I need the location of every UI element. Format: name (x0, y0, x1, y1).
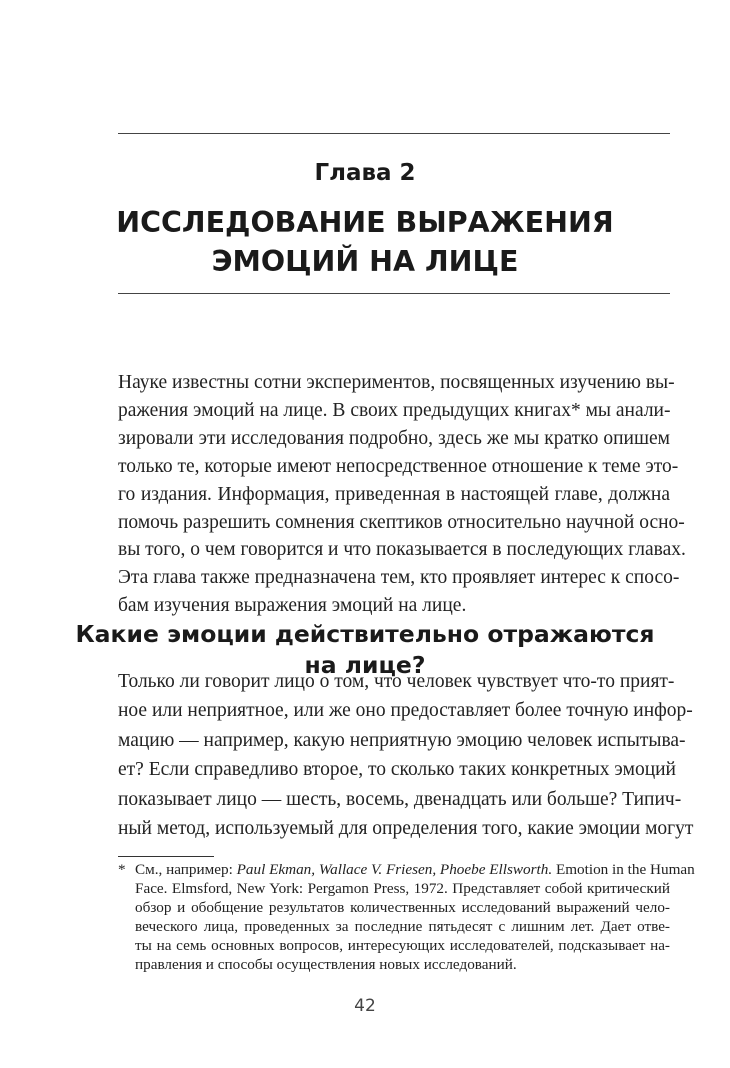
text-line: только те, которые имеют непосредственное отношение к теме это- (118, 455, 679, 477)
text-line: обзор и обобщение результатов количественных исследований выражений чело- (135, 899, 670, 916)
intro-paragraph (118, 369, 686, 620)
text-line: Эта глава также предназначена тем, кто проявляет интерес к спосо- (118, 567, 680, 589)
chapter-title-line: ЭМОЦИЙ НА ЛИЦЕ (211, 245, 519, 278)
section-heading-line: Какие эмоции действительно отражаются (75, 620, 655, 648)
footnote (118, 860, 695, 974)
text-line: ное или неприятное, или же оно предоставляет более точную инфор- (118, 700, 693, 722)
text-line: ный метод, используемый для определения того, какие эмоции могут (118, 818, 694, 840)
text-line: правления и способы осуществления новых исследований. (135, 956, 517, 973)
top-rule (118, 133, 670, 134)
footnote-rule (118, 856, 214, 857)
bottom-rule (118, 293, 670, 294)
text-line (118, 860, 695, 879)
text-line: мацию — например, какую неприятную эмоцию человек испытыва- (118, 729, 686, 751)
chapter-label: Глава 2 (314, 160, 416, 186)
footnote-authors: Paul Ekman, Wallace V. Friesen, Phoebe Ellsworth. (236, 861, 553, 878)
footnote-marker: * (118, 861, 126, 878)
footnote-prefix: См., например: (135, 861, 237, 878)
text-line: бам изучения выражения эмоций на лице. (118, 595, 467, 617)
text-line: го издания. Информация, приведенная в настоящей главе, должна (118, 483, 670, 505)
text-line: ты на семь основных вопросов, интересующих исследователей, подсказывает на- (135, 937, 670, 954)
text-line: Науке известны сотни экспериментов, посвященных изучению вы- (118, 372, 675, 393)
text-line: ражения эмоций на лице. В своих предыдущих книгах* мы анали- (118, 399, 671, 421)
text-line: вы того, о чем говорится и что показывается в последующих главах. (118, 539, 686, 561)
footnote-title: Emotion in the Human (552, 861, 695, 878)
text-line: показывает лицо — шесть, восемь, двенадцать или больше? Типич- (118, 788, 682, 810)
text-line: ет? Если справедливо второе, то сколько таких конкретных эмоций (118, 759, 676, 781)
text-line: помочь разрешить сомнения скептиков относительно научной осно- (118, 511, 685, 533)
page-number: 42 (354, 996, 376, 1016)
text-line: зировали эти исследования подробно, здесь же мы кратко опишем (118, 427, 670, 449)
section-heading-line: на лице? (304, 651, 426, 679)
text-line: Только ли говорит лицо о том, что человек чувствует что-то прият- (118, 671, 675, 692)
text-line: веческого лица, проведенных за последние пятьдесят с лишним лет. Дает отве- (135, 918, 670, 935)
chapter-title-line: ИССЛЕДОВАНИЕ ВЫРАЖЕНИЯ (116, 206, 614, 239)
section-paragraph (118, 667, 694, 843)
text-line: Face. Elmsford, New York: Pergamon Press, 1972. Представляет собой критический (135, 880, 670, 897)
